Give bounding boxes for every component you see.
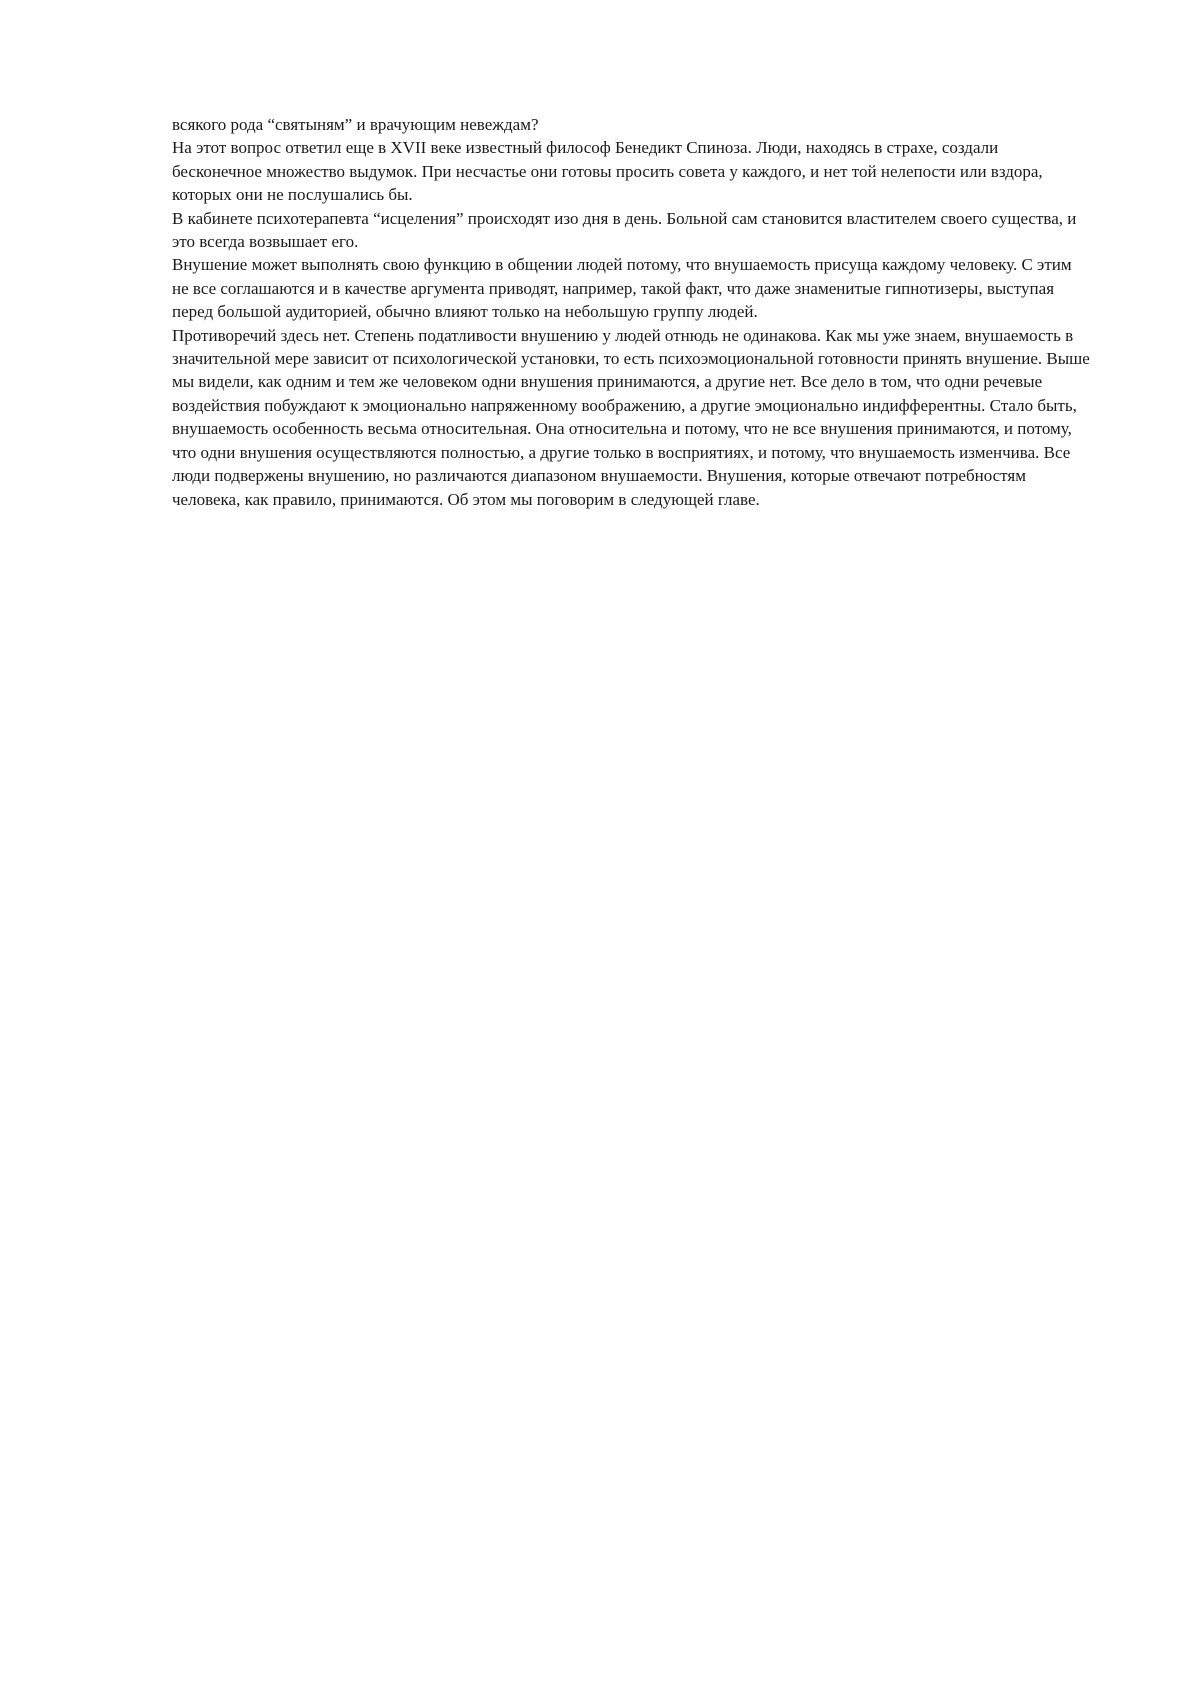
paragraph: Внушение может выполнять свою функцию в общении людей потому, что внушаемость присуща каждому человеку. С этим не все соглашаются и в качестве аргумента приводят, например, такой факт, что даже знаменитые гипнотизеры, выступая перед большой аудиторией, обычно влияют только на небольшую группу людей.: [172, 255, 1072, 322]
document-text: [172, 113, 1092, 511]
paragraph: Противоречий здесь нет. Степень податливости внушению у людей отнюдь не одинакова. Как мы уже знаем, внушаемость в значительной мере зависит от психологической установки, то есть психоэмоциональной готовности принять внушение. Выше мы видели, как одним и тем же человеком одни внушения принимаются, а другие нет. Все дело в том, что одни речевые воздействия побуждают к эмоционально напряженному воображению, а другие эмоционально индифферентны. Стало быть, внушаемость особенность весьма относительная. Она относительна и потому, что не все внушения принимаются, и потому, что одни внушения осуществляются полностью, а другие только в восприятиях, и потому, что внушаемость изменчива. Все люди подвержены внушению, но различаются диапазоном внушаемости. Внушения, которые отвечают потребностям человека, как правило, принимаются. Об этом мы поговорим в следующей главе.: [172, 325, 1090, 509]
paragraph: всякого рода “святыням” и врачующим невеждам?: [172, 115, 539, 134]
paragraph: В кабинете психотерапевта “исцеления” происходят изо дня в день. Больной сам становится властителем своего существа, и это всегда возвышает его.: [172, 208, 1077, 252]
paragraph: На этот вопрос ответил еще в XVII веке известный философ Бенедикт Спиноза. Люди, находясь в страхе, создали бесконечное множество выдумок. При несчастье они готовы просить совета у каждого, и нет той нелепости или вздора, которых они не послушались бы.: [172, 138, 1043, 205]
